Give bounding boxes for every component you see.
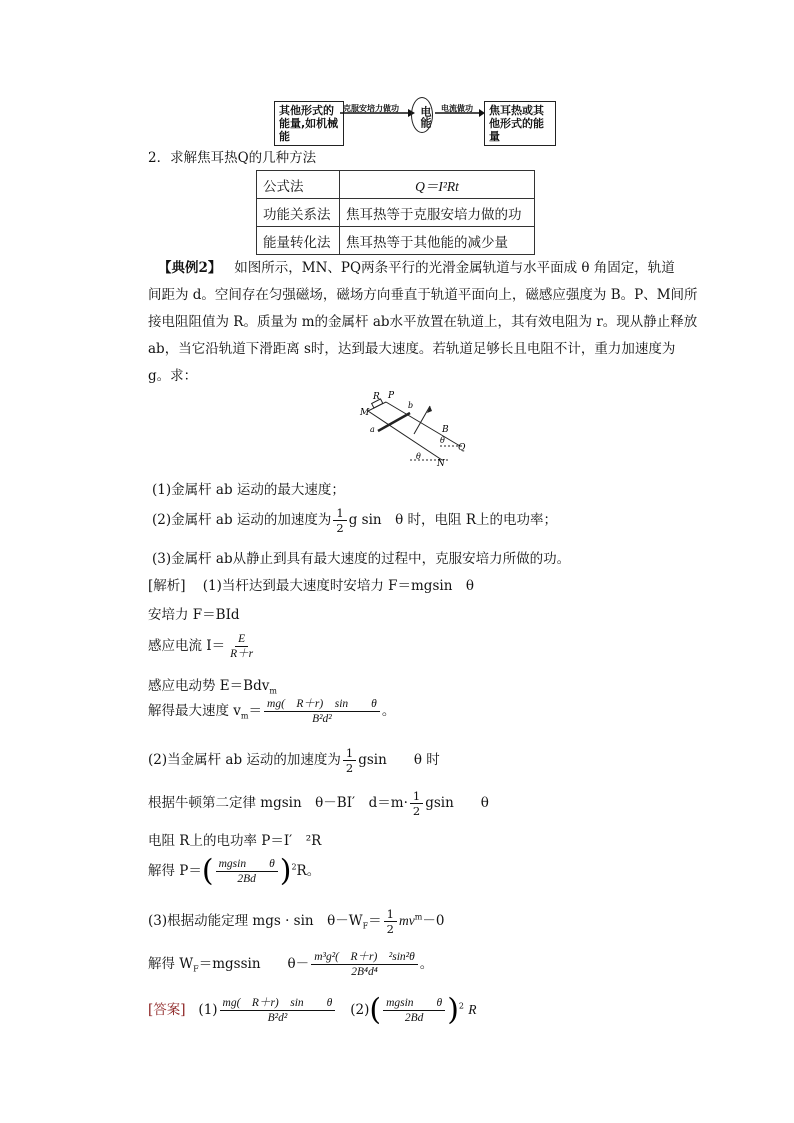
solution-line-3: 感应电流 I＝ $\frac{E}{R+r}$ — [148, 633, 254, 660]
solution-line-10: (3)根据动能定理 mgs · sin $\theta-W_F=$ $\frac{1}{2}$ $mv^m-0$ — [148, 907, 445, 936]
diagram-label-R: R — [373, 392, 380, 402]
flow-circle-electric-energy: 电能 — [411, 97, 433, 133]
solution-line-8: 电阻 R上的电功率 P＝I′ ²R — [148, 833, 322, 849]
table-cell-method: 功能关系法 — [257, 199, 340, 227]
flow-box-joule-heat: 焦耳热或其他形式的能量 — [484, 101, 556, 146]
solution-line-4: 感应电动势 E＝Bdv$_m$ — [148, 678, 277, 696]
answer-tag: [答案] — [148, 1002, 186, 1018]
solution-tag: [解析] — [148, 578, 186, 594]
diagram-label-M: M — [360, 408, 370, 418]
solution-line-7: 根据牛顿第二定律 mgsin θ－BI′ d＝m· $\frac{1}{2}$ gsin θ — [148, 789, 489, 818]
section-title: 2．求解焦耳热Q的几种方法 — [148, 150, 317, 166]
diagram-label-theta-2: θ — [416, 452, 421, 461]
solution-line-6: (2)当金属杆 ab 运动的加速度为 $\frac{1}{2}$ gsin θ 时 — [148, 746, 440, 775]
table-cell-desc: Q＝I²Rt — [340, 171, 535, 199]
question-3: (3)金属杆 ab从静止到具有最大速度的过程中，克服安培力所做的功。 — [152, 551, 571, 567]
example-tag: 【典例2】 — [158, 260, 222, 276]
question-2: (2)金属杆 ab 运动的加速度为 $\frac{1}{2}$ g sin θ 时，电阻 R上的电功率； — [152, 506, 557, 535]
table-cell-desc: 焦耳热等于克服安培力做的功 — [340, 199, 535, 227]
table-row — [257, 227, 535, 255]
example-line-1 — [158, 256, 675, 276]
question-1: (1)金属杆 ab 运动的最大速度； — [152, 482, 345, 498]
diagram-label-B: B — [442, 425, 449, 435]
example-line-4: ab，当它沿轨道下滑距离 s时，达到最大速度。若轨道足够长且电阻不计，重力加速度为 — [148, 341, 676, 357]
example-line-2: 间距为 d。空间存在匀强磁场，磁场方向垂直于轨道平面向上，磁感应强度为 B。P、M间所 — [148, 287, 698, 303]
solution-line-11: 解得 $W_F=mgssin$ θ－ $\frac{\text{m³g²( R＋r) ²sin²θ}}{\text{2B⁴d⁴}}$ 。 — [148, 951, 434, 978]
table-cell-method: 能量转化法 — [257, 227, 340, 255]
flow-arrow-label-1: 克服安培力做功 — [343, 104, 399, 113]
table-row — [257, 199, 535, 227]
diagram-label-N: N — [437, 459, 445, 468]
rail-diagram — [350, 388, 480, 468]
answer-line: [答案] (1) $\frac{\text{mg( R＋r) sin θ}}{\text{B²d²}}$ (2)( $\frac{\text{mgsin θ}}{2Bd}$ )$^2$ R — [148, 992, 477, 1028]
example-text: 如图所示，MN、PQ两条平行的光滑金属轨道与水平面成 θ 角固定，轨道 — [234, 260, 675, 276]
flow-arrow-1 — [340, 108, 415, 118]
diagram-label-a: a — [370, 425, 375, 434]
diagram-label-theta-1: θ — [440, 436, 445, 445]
example-line-3: 接电阻阻值为 R。质量为 m的金属杆 ab水平放置在轨道上，其有效电阻为 r。现从静止释放 — [148, 314, 698, 330]
diagram-label-b: b — [408, 401, 414, 410]
solution-line-5: 解得最大速度 $v_m=$ $\frac{\text{mg( R＋r) sin θ}}{\text{B²d²}}$ 。 — [148, 698, 396, 725]
table-row — [257, 171, 535, 199]
flow-arrow-label-2: 电流做功 — [441, 104, 473, 113]
table-cell-method: 公式法 — [257, 171, 340, 199]
diagram-label-P: P — [388, 391, 395, 401]
solution-line-9: 解得 P＝( $\frac{\text{mgsin θ}}{2Bd}$ )$^2$R。 — [148, 853, 321, 889]
flow-box-mechanical-energy: 其他形式的能量,如机械能 — [274, 101, 344, 146]
flow-arrow-2 — [435, 108, 485, 118]
solution-line-2: 安培力 F＝BId — [148, 607, 240, 623]
example-line-5: g。求： — [148, 368, 198, 384]
methods-table — [256, 170, 535, 255]
table-cell-desc: 焦耳热等于其他能的减少量 — [340, 227, 535, 255]
diagram-label-Q: Q — [458, 443, 466, 453]
solution-line-1: [解析] (1)当杆达到最大速度时安培力 F＝mgsin θ — [148, 578, 475, 594]
